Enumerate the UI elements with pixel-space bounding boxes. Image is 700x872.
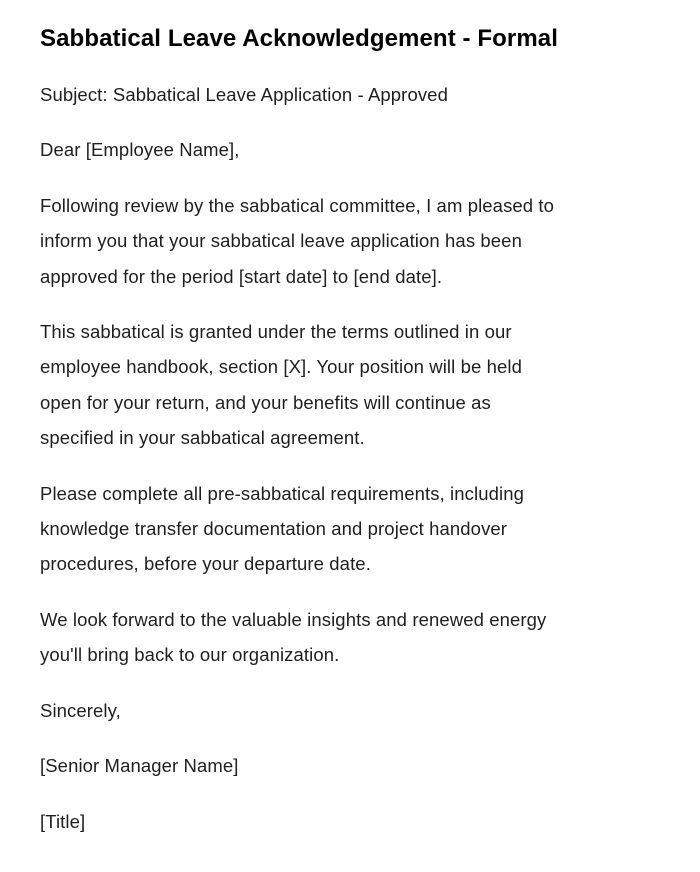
text-line: Following review by the sabbatical committee, I am pleased to	[40, 194, 555, 216]
sign-off	[40, 693, 644, 728]
text-line: approved for the period [start date] to [end date].	[40, 265, 443, 287]
text-line: We look forward to the valuable insights and renewed energy	[40, 608, 547, 630]
paragraph-requirements	[40, 476, 644, 582]
text-line: Dear [Employee Name],	[40, 139, 240, 161]
text-line: [Title]	[40, 810, 86, 832]
text-line: Subject: Sabbatical Leave Application - Approved	[40, 84, 448, 105]
text-line: Please complete all pre-sabbatical requirements, including	[40, 482, 524, 504]
document-title: Sabbatical Leave Acknowledgement - Formal	[40, 25, 559, 52]
signature-name	[40, 748, 644, 783]
text-line: you'll bring back to our organization.	[40, 644, 340, 666]
text-line: open for your return, and your benefits will continue as	[40, 391, 491, 413]
text-line: knowledge transfer documentation and project handover	[40, 518, 508, 540]
text-line: specified in your sabbatical agreement.	[40, 427, 365, 449]
paragraph-approval	[40, 188, 644, 294]
text-line: Sincerely,	[40, 699, 121, 721]
paragraph-terms	[40, 314, 644, 456]
document-body	[40, 77, 644, 839]
text-line: procedures, before your departure date.	[40, 553, 371, 575]
text-line: employee handbook, section [X]. Your position will be held	[40, 356, 522, 378]
subject-line	[40, 77, 644, 112]
text-line: This sabbatical is granted under the terms outlined in our	[40, 321, 512, 343]
paragraph-closing-note	[40, 602, 644, 673]
salutation	[40, 132, 644, 167]
text-line: inform you that your sabbatical leave application has been	[40, 230, 522, 252]
signature-title	[40, 804, 644, 839]
text-line: [Senior Manager Name]	[40, 755, 239, 777]
